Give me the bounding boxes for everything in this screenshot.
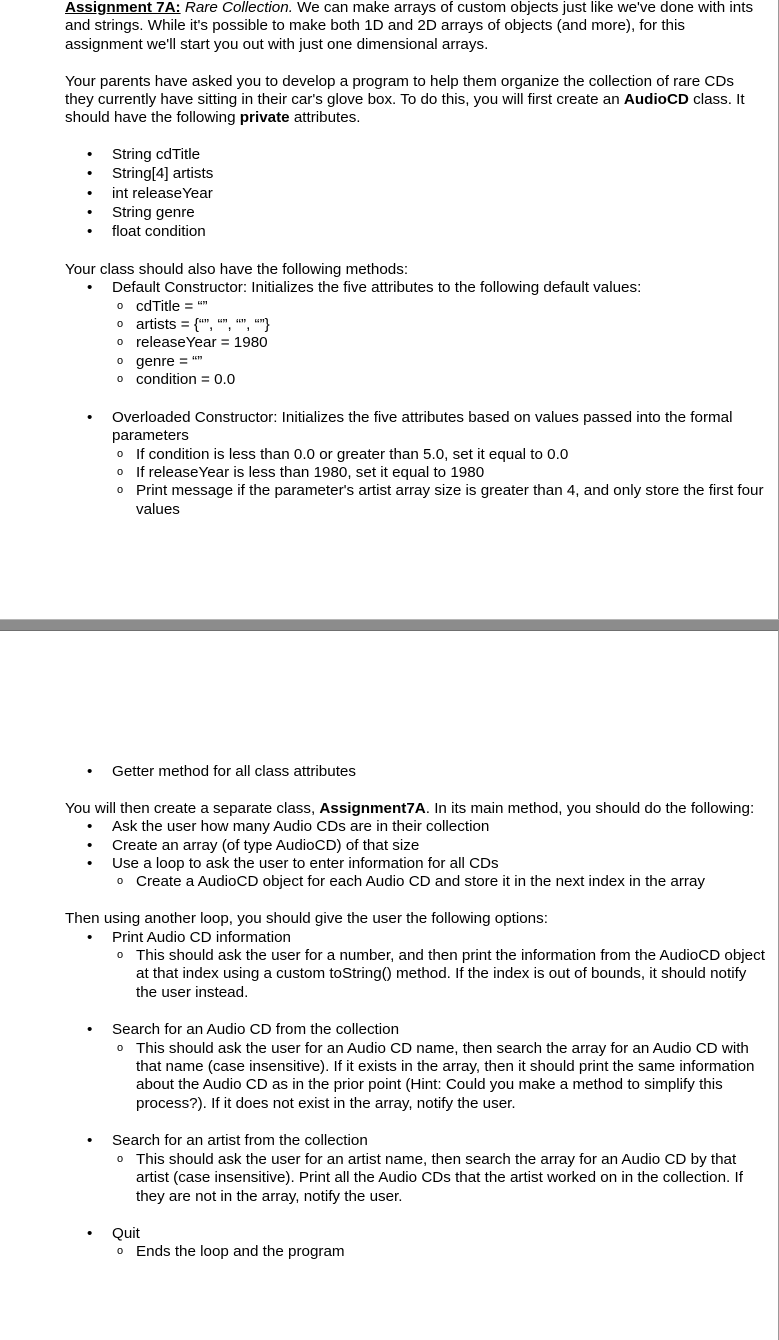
list-item: • Use a loop to ask the user to enter information for all CDs	[65, 855, 765, 873]
methods-list	[65, 279, 765, 389]
class-name: AudioCD	[623, 91, 689, 109]
list-item: o Print message if the parameter's artist array size is greater than 4, and only store the first four values	[65, 482, 765, 519]
overloaded-constructor-item: • Overloaded Constructor: Initializes the five attributes based on values passed into the formal parameters	[65, 409, 765, 446]
page-separator	[0, 619, 779, 631]
assignment-label: Assignment 7A:	[65, 0, 181, 16]
list-item: o If condition is less than 0.0 or greater than 5.0, set it equal to 0.0	[65, 446, 765, 464]
list-item: o condition = 0.0	[65, 371, 765, 389]
options-heading: Then using another loop, you should give the user the following options:	[65, 910, 548, 928]
option-detail: o This should ask the user for an artist name, then search the array for an Audio CD by that artist (case insensitive). Print all the Audio CDs that the artist worked on in the collection. If they are not in the array, notify the user.	[65, 1151, 765, 1206]
option-detail: o This should ask the user for a number, and then print the information from the AudioCD object at that index using a custom toString() method. If the index is out of bounds, it should notify the user instead.	[65, 947, 765, 1002]
list-item: o genre = “”	[65, 353, 765, 371]
list-item: • String[4] artists	[65, 165, 765, 183]
intro-paragraph	[65, 0, 765, 54]
assignment-title: Rare Collection.	[184, 0, 293, 16]
list-item: • Ask the user how many Audio CDs are in their collection	[65, 818, 765, 836]
option-search-cd: • Search for an Audio CD from the collection	[65, 1021, 765, 1039]
list-item: o Create a AudioCD object for each Audio CD and store it in the next index in the array	[65, 873, 765, 891]
intro-text: We can make arrays of custom objects just like we've done with ints and strings. While it's possible to make both 1D and 2D arrays of objects (and more), for this assignment we'll start you out with just one dimensional arrays.	[65, 0, 754, 53]
list-item: o artists = {“”, “”, “”, “”}	[65, 316, 765, 334]
attribute-list	[65, 146, 765, 242]
list-item: • String cdTitle	[65, 146, 765, 164]
default-constructor-item: • Default Constructor: Initializes the five attributes to the following default values:	[65, 279, 765, 297]
list-item: • Create an array (of type AudioCD) of that size	[65, 837, 765, 855]
option-search-artist: • Search for an artist from the collection	[65, 1132, 765, 1150]
list-item: • String genre	[65, 204, 765, 222]
list-item: • int releaseYear	[65, 185, 765, 203]
main-steps-list	[65, 818, 765, 892]
task-paragraph: Your parents have asked you to develop a program to help them organize the collection of rare CDs they currently have sitting in their car's glove box. To do this, you will first create an AudioCD class. It should have the following private attributes.	[65, 72, 745, 127]
methods-heading: Your class should also have the following methods:	[65, 260, 409, 278]
option-detail: o This should ask the user for an Audio CD name, then search the array for an Audio CD with that name (case insensitive). If it exists in the array, then it should print the same information about the Audio CD as in the prior point (Hint: Could you make a method to simplify this process?). If it does not exist in the array, notify the user.	[65, 1040, 765, 1114]
list-item: o cdTitle = “”	[65, 298, 765, 316]
overloaded-list	[65, 409, 765, 519]
main-class-name: Assignment7A	[319, 799, 426, 817]
main-class-paragraph: You will then create a separate class, Assignment7A. In its main method, you should do the following:	[65, 799, 755, 817]
option-quit: • Quit	[65, 1225, 765, 1243]
option-detail: o Ends the loop and the program	[65, 1243, 765, 1261]
page-1	[65, 0, 765, 519]
list-item: o If releaseYear is less than 1980, set it equal to 1980	[65, 464, 765, 482]
page-2	[65, 763, 765, 1262]
options-list	[65, 929, 765, 1262]
private-word: private	[239, 109, 290, 127]
list-item: • float condition	[65, 223, 765, 241]
option-print: • Print Audio CD information	[65, 929, 765, 947]
getter-item: • Getter method for all class attributes	[65, 763, 765, 781]
getter-list	[65, 763, 765, 781]
list-item: o releaseYear = 1980	[65, 334, 765, 352]
